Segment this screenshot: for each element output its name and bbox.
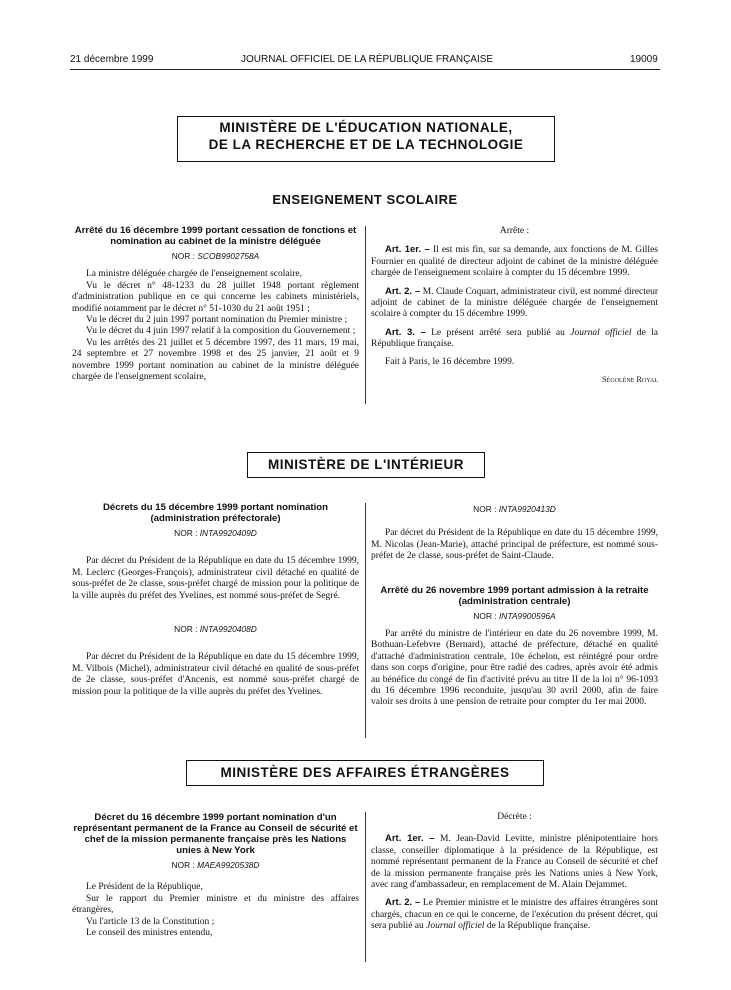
arrete1-arrete-label: Arrête :: [499, 226, 530, 236]
decret3-left-column: [72, 812, 359, 939]
ministry-line1: MINISTÈRE DE L'ÉDUCATION NATIONALE,: [219, 120, 513, 135]
arrete1-fait: Fait à Paris, le 16 décembre 1999.: [385, 356, 515, 367]
nor-label: NOR :: [171, 251, 195, 261]
arrete1-left-column: [72, 225, 359, 383]
arrete1-signature: Ségolène Royal: [602, 375, 658, 385]
ministry-interieur-title: MINISTÈRE DE L'INTÉRIEUR: [268, 457, 464, 472]
nor-code: INTA9900596A: [498, 610, 556, 621]
decrets2-nor-2: [72, 624, 359, 635]
decret3-title: Décret du 16 décembre 1999 portant nomination d'un représentant permanent de la France au Conseil de sécurité et chef de la mission permanente française près les Nations unies à New York: [73, 812, 358, 856]
ministry-education-box: [177, 116, 555, 162]
arrete1-preamble-4: Vu le décret du 4 juin 1997 relatif à la composition du Gouvernement ;: [86, 326, 356, 337]
arrete-retraite-title: Arrêté du 26 novembre 1999 portant admission à la retraite (administration centrale): [380, 584, 649, 607]
ministry-affaires-etrangeres-box: [186, 760, 544, 786]
nor-code: INTA9920413D: [498, 504, 556, 514]
decret3-right-column: [371, 812, 658, 933]
article-text: M. Claude Coquart, administrateur civil, est nommé directeur adjoint de cabinet de la ministre déléguée chargée de l'enseignement scolaire à compter du 15 décembre 1999.: [371, 286, 658, 320]
nor-code: MAEA9920538D: [197, 860, 260, 870]
ministry-interieur-box: [247, 452, 485, 478]
arrete1-article-3: [371, 327, 658, 351]
nor-code: SCOB9902758A: [197, 251, 260, 261]
arrete1-preamble-5: Vu les arrêtés des 21 juillet et 5 décembre 1997, des 11 mars, 19 mai, 24 septembre et 27 novembre 1998 et des 25 janvier, 21 août et 9 novembre 1999 portant nomination au cabinet de la ministre déléguée chargée de l'enseignement scolaire,: [72, 337, 359, 383]
article-label: Art. 2. –: [385, 285, 421, 297]
arrete1-preamble-2: Vu le décret n° 48-1233 du 28 juillet 1948 portant règlement d'administration publique en ce qui concerne les cabinets ministériels, modifié notamment par le décret n° 51-1030 du 21 août 1951 ;: [72, 280, 359, 314]
article-label: Art. 1er. –: [385, 244, 430, 256]
journal-title: JOURNAL OFFICIEL DE LA RÉPUBLIQUE FRANÇAISE: [241, 54, 494, 65]
ministry-line2: DE LA RECHERCHE ET DE LA TECHNOLOGIE: [208, 137, 524, 152]
decret-nicolas: Par décret du Président de la République en date du 15 décembre 1999, M. Nicolas (Jean-Marie), attaché principal de préfecture, est nommé sous-préfet de 2e classe, sous-préfet de Saint-Claude.: [371, 528, 658, 562]
page-number: 19009: [630, 54, 658, 65]
header-date: 21 décembre 1999: [70, 54, 154, 65]
arrete-bothuan-lefebvre: Par arrêté du ministre de l'intérieur en date du 26 novembre 1999, M. Bothuan-Lefebvre (Bernard), attaché de préfecture, détaché en qualité d'attaché d'administration centrale, 10e échelon, est réintégré pour ordre dans son corps d'origine, pour être radié des cadres, après avoir été admis au bénéfice du congé de fin d'activité prévu au titre II de la loi n° 96-1093 du 16 décembre 1996 reconduite, jusqu'au 30 avril 2000, afin de faire valoir ses droits à une pension de retraite pour compter du 1er mai 2000.: [371, 629, 658, 708]
section-enseignement-scolaire: ENSEIGNEMENT SCOLAIRE: [272, 192, 458, 207]
decret3-decrete-label: Décrète :: [497, 812, 532, 822]
arrete1-right-column: [371, 226, 658, 385]
column-divider: [365, 226, 366, 404]
decrets2-title: Décrets du 15 décembre 1999 portant nomination (administration préfectorale): [103, 502, 328, 524]
nor-label: NOR :: [174, 528, 198, 538]
article-text: Le présent arrêté sera publié au: [431, 327, 565, 338]
article-label: Art. 2. –: [385, 897, 421, 909]
nor-label: NOR :: [174, 624, 198, 635]
ministry-affaires-etrangeres-title: MINISTÈRE DES AFFAIRES ÉTRANGÈRES: [220, 765, 510, 780]
column-divider: [365, 503, 366, 738]
decrets2-left-column: [72, 502, 359, 698]
nor-code: INTA9920409D: [199, 528, 257, 538]
decret3-preamble-3: Vu l'article 13 de la Constitution ;: [86, 916, 215, 927]
arrete1-article-1: [371, 244, 658, 279]
arrete1-article-2: [371, 286, 658, 321]
nor-code: INTA9920408D: [199, 624, 257, 635]
nor-label: NOR :: [171, 860, 195, 870]
decrets2-right-column: [371, 500, 658, 709]
article-text: M. Jean-David Levitte, ministre plénipotentiaire hors classe, conseiller diplomatique à la présidence de la République, est nommé représentant permanent de la France au Conseil de sécurité et chef de la mission permanente française près les Nations unies à New York, avec rang d'ambassadeur, en remplacement de M. Alain Dejammet.: [371, 834, 658, 891]
decret3-preamble-1: Le Président de la République,: [86, 882, 203, 893]
article-text: de la République française.: [371, 327, 659, 350]
arrete1-nor: [72, 251, 359, 262]
article-label: Art. 1er. –: [385, 833, 435, 845]
decret-leclerc: Par décret du Président de la République en date du 15 décembre 1999, M. Leclerc (Georges-François), administrateur civil détaché en qualité de sous-préfet de 2e classe, sous-préfet chargé de mission pour la politique de la ville auprès du préfet des Yvelines, est nommé sous-préfet de Segré.: [72, 556, 359, 601]
arrete1-preamble-3: Vu le décret du 2 juin 1997 portant nomination du Premier ministre ;: [86, 315, 348, 326]
decrets2-nor-3: [371, 504, 658, 515]
journal-officiel-ref: Journal officiel: [426, 921, 485, 932]
decrets2-nor-4: [371, 611, 658, 622]
decret3-preamble-2: Sur le rapport du Premier ministre et du ministre des affaires étrangères,: [72, 893, 359, 916]
decret-vilbois: Par décret du Président de la République en date du 15 décembre 1999, M. Vilbois (Michel), administrateur civil détaché en qualité de sous-préfet de 2e classe, sous-préfet d'Ancenis, est nommé sous-préfet chargé de mission pour la politique de la ville auprès du préfet des Yvelines.: [72, 652, 359, 697]
arrete1-preamble-1: La ministre déléguée chargée de l'enseignement scolaire,: [86, 269, 302, 280]
decrets2-nor-1: [72, 528, 359, 539]
journal-officiel-ref: Journal officiel: [570, 327, 632, 338]
decret3-article-1: [371, 833, 658, 891]
decret3-preamble-4: Le conseil des ministres entendu,: [86, 928, 213, 939]
column-divider: [365, 812, 366, 962]
article-text: Il est mis fin, sur sa demande, aux fonctions de M. Gilles Fournier en qualité de directeur adjoint de cabinet de la ministre déléguée chargée de l'enseignement scolaire à compter du 15 décembre 1999.: [371, 245, 658, 279]
decret3-article-2: [371, 897, 658, 932]
decret3-nor: [72, 860, 359, 871]
nor-label: NOR :: [473, 610, 497, 621]
header-rule: [70, 69, 660, 70]
arrete1-title: Arrêté du 16 décembre 1999 portant cessation de fonctions et nomination au cabinet de la ministre déléguée: [74, 225, 357, 247]
nor-label: NOR :: [473, 504, 497, 514]
article-label: Art. 3. –: [385, 326, 426, 338]
article-text: Le Premier ministre et le ministre des affaires étrangères sont chargés, chacun en ce qui le concerne, de l'exécution du présent décret, qui sera publié au: [371, 898, 658, 932]
article-text: de la République française.: [486, 921, 591, 932]
